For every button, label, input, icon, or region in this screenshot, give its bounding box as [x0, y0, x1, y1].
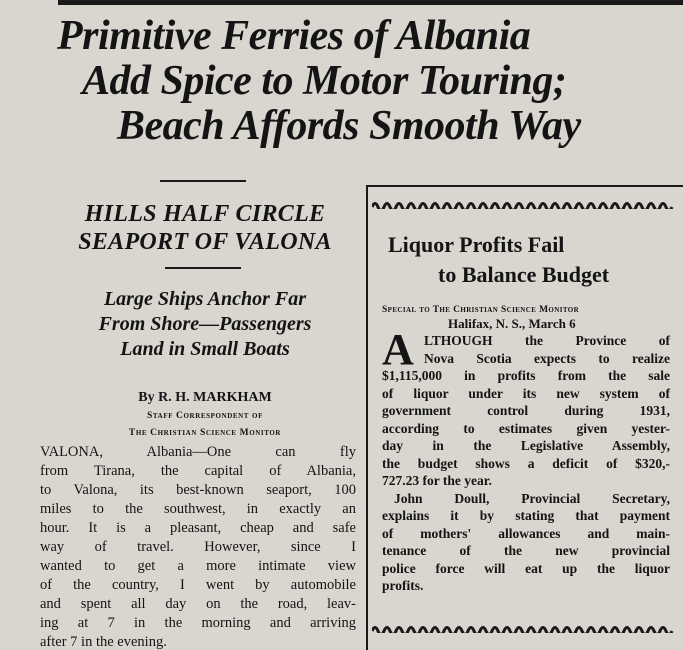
- body-line: 727.23 for the year.: [382, 473, 492, 488]
- sidebar-headline-line-1: Liquor Profits Fail: [388, 232, 565, 257]
- subhead-line-2: SEAPORT OF VALONA: [78, 229, 332, 255]
- sidebar-article-body: [382, 325, 670, 595]
- deck-line-2: From Shore—Passengers: [98, 313, 312, 335]
- body-line: of liquor under its new system of: [382, 385, 670, 401]
- subhead-line-1: HILLS HALF CIRCLE: [84, 201, 326, 227]
- body-line: after 7 in the evening.: [40, 634, 167, 650]
- deck-line-1: Large Ships Anchor Far: [103, 288, 307, 310]
- top-rule: [58, 0, 683, 5]
- dateline: Halifax, N. S., March 6: [448, 316, 576, 331]
- body-line: government control during 1931,: [382, 403, 670, 418]
- body-line: police force will eat up the liquor: [382, 560, 670, 576]
- body-line: Nova Scotia expects to realize: [424, 350, 670, 366]
- body-line: tenance of the new provincial: [382, 543, 670, 558]
- body-line: $1,115,000 in profits from the sale: [382, 368, 670, 383]
- body-line: from Tirana, the capital of Albania,: [40, 463, 356, 479]
- body-line: to Valona, its best-known seaport, 100: [40, 482, 356, 498]
- body-line: ing at 7 in the morning and arriving: [40, 615, 356, 631]
- headline-line-2: Add Spice to Motor Touring;: [82, 58, 567, 104]
- body-line: of mothers' allowances and main-: [382, 525, 670, 541]
- body-line: the budget shows a deficit of $320,-: [382, 455, 670, 471]
- body-line: explains it by stating that payment: [382, 508, 670, 523]
- byline-role: Staff Correspondent of: [147, 411, 263, 421]
- drop-cap: A: [382, 325, 414, 374]
- body-line: VALONA, Albania—One can fly: [40, 444, 356, 460]
- column-rule: [366, 185, 368, 650]
- byline-paper: The Christian Science Monitor: [128, 428, 282, 438]
- body-line: hour. It is a pleasant, cheap and safe: [40, 520, 356, 536]
- body-line: wanted to get a more intimate view: [40, 558, 356, 574]
- body-line: and spent all day on the road, leav-: [40, 596, 356, 612]
- deck-line-3: Land in Small Boats: [120, 338, 290, 360]
- sidebar-headline-line-2: to Balance Budget: [438, 262, 610, 287]
- decorative-wavy-border-top: [372, 200, 674, 209]
- byline: By R. H. MARKHAM: [138, 390, 272, 405]
- headline-line-3: Beach Affords Smooth Way: [117, 103, 581, 149]
- body-line: day in the Legislative Assembly,: [382, 438, 670, 453]
- left-subhead: [40, 200, 370, 256]
- body-line: profits.: [382, 578, 424, 593]
- left-article-body: [40, 443, 356, 650]
- decorative-wavy-border-bottom: [372, 624, 674, 633]
- headline-line-1: Primitive Ferries of Albania: [57, 13, 531, 59]
- body-line: miles to the southwest, in exactly an: [40, 501, 356, 517]
- left-deck: [40, 287, 370, 362]
- body-line: of the country, I went by automobile: [40, 577, 356, 593]
- body-line: according to estimates given yester-: [382, 420, 670, 436]
- body-line: LTHOUGH the Province of: [424, 333, 670, 348]
- body-line: way of travel. However, since I: [40, 539, 356, 555]
- body-line: John Doull, Provincial Secretary,: [394, 490, 670, 506]
- special-credit: Special to The Christian Science Monitor: [382, 305, 580, 315]
- divider-rule: [160, 180, 246, 182]
- divider-rule: [165, 267, 241, 269]
- box-top-rule: [366, 185, 683, 187]
